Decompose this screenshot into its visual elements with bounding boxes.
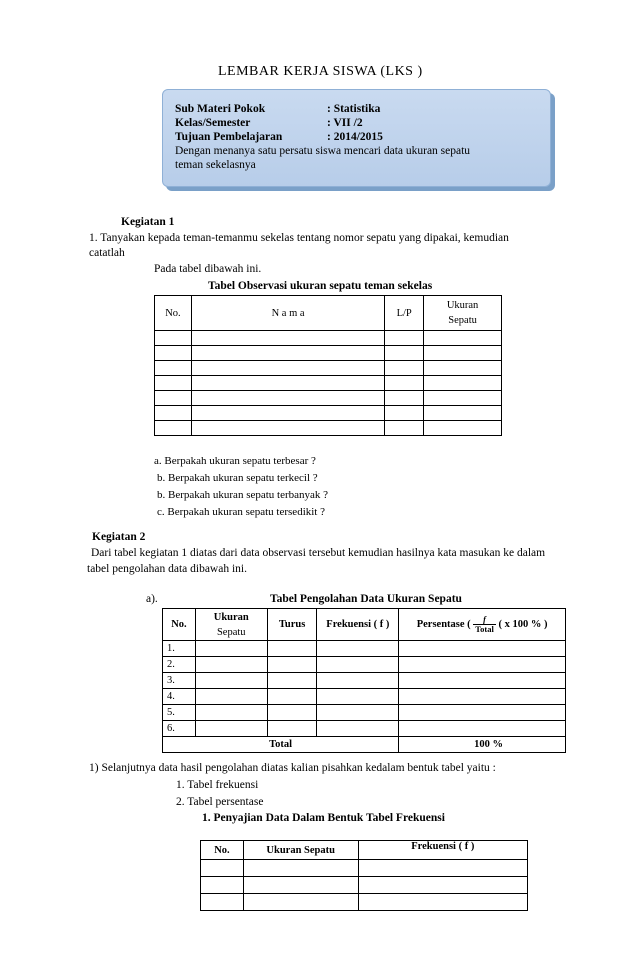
table-cell[interactable] — [267, 721, 317, 737]
table-row — [201, 877, 528, 894]
table-cell[interactable] — [155, 361, 192, 376]
col-header-nama: N a m a — [191, 296, 384, 331]
col-header-ukuran-l1: Ukuran — [446, 300, 479, 311]
table-cell[interactable] — [385, 346, 424, 361]
table-cell[interactable] — [191, 376, 384, 391]
col-header-turus: Turus — [267, 609, 317, 641]
col-header-no: No. — [201, 841, 244, 860]
table-row — [155, 421, 502, 436]
table-cell[interactable] — [317, 673, 399, 689]
page-title: LEMBAR KERJA SISWA (LKS ) — [218, 64, 423, 79]
table-cell[interactable] — [267, 641, 317, 657]
table-cell[interactable] — [317, 689, 399, 705]
question-item: b. Berpakah ukuran sepatu terkecil ? — [157, 472, 318, 484]
col-header-ukuran-l2: Sepatu — [216, 626, 246, 638]
col-header-ukuran — [424, 296, 502, 331]
table-cell[interactable] — [399, 705, 566, 721]
table-cell[interactable] — [385, 376, 424, 391]
table-row — [163, 689, 566, 705]
info-row-materi — [175, 102, 381, 116]
table-cell[interactable] — [191, 406, 384, 421]
item-label-a: a). — [146, 593, 158, 605]
table-row — [155, 361, 502, 376]
part-1-intro: 1) Selanjutnya data hasil pengolahan diatas kalian pisahkan kedalam bentuk tabel yaitu : — [89, 762, 496, 774]
table-cell[interactable] — [385, 331, 424, 346]
table-cell[interactable] — [195, 721, 267, 737]
table-cell[interactable] — [155, 331, 192, 346]
table-cell[interactable] — [399, 721, 566, 737]
info-value: : 2014/2015 — [327, 131, 383, 143]
table-row — [201, 894, 528, 911]
row-number: 5. — [163, 705, 196, 721]
question-list — [154, 453, 328, 521]
col-header-no: No. — [163, 609, 196, 641]
processing-table-title: Tabel Pengolahan Data Ukuran Sepatu — [270, 593, 462, 605]
question-item: b. Berpakah ukuran sepatu terbanyak ? — [157, 489, 329, 501]
table-row — [155, 406, 502, 421]
table-cell[interactable] — [399, 641, 566, 657]
col-header-ukuran-l1: Ukuran — [213, 611, 249, 623]
table-cell[interactable] — [424, 346, 502, 361]
table-header-row — [163, 609, 566, 641]
col-header-ukuran — [195, 609, 267, 641]
total-row — [163, 737, 566, 753]
table-cell[interactable] — [267, 657, 317, 673]
table-cell[interactable] — [201, 894, 244, 911]
col-header-ukuran: Ukuran Sepatu — [243, 841, 358, 860]
table-row — [155, 376, 502, 391]
table-cell[interactable] — [424, 331, 502, 346]
kegiatan-2-instruction-cont: tabel pengolahan data dibawah ini. — [87, 563, 247, 575]
table-cell[interactable] — [358, 894, 527, 911]
table-cell[interactable] — [195, 673, 267, 689]
table-cell[interactable] — [267, 673, 317, 689]
table-cell[interactable] — [424, 391, 502, 406]
info-value: : VII /2 — [327, 117, 363, 129]
table-cell[interactable] — [195, 705, 267, 721]
table-row — [201, 860, 528, 877]
kegiatan-2-instruction: Dari tabel kegiatan 1 diatas dari data observasi tersebut kemudian hasilnya kata masukan ke dalam — [91, 547, 546, 559]
persentase-label: Persentase ( — [416, 618, 471, 630]
table-cell[interactable] — [191, 391, 384, 406]
kegiatan-1-heading: Kegiatan 1 — [121, 216, 175, 228]
table-cell[interactable] — [399, 673, 566, 689]
persentase-multiplier: ( x 100 % ) — [498, 618, 548, 630]
processing-table — [162, 608, 566, 753]
row-number: 6. — [163, 721, 196, 737]
info-row-kelas — [175, 116, 363, 130]
col-header-no: No. — [155, 296, 192, 331]
table-row — [163, 721, 566, 737]
table-cell[interactable] — [191, 361, 384, 376]
table-cell[interactable] — [399, 689, 566, 705]
table-row — [163, 657, 566, 673]
table-cell[interactable] — [358, 860, 527, 877]
table-cell[interactable] — [317, 641, 399, 657]
row-number: 3. — [163, 673, 196, 689]
info-row-tujuan — [175, 130, 383, 144]
question-item: a. Berpakah ukuran sepatu terbesar ? — [154, 455, 316, 467]
table-cell[interactable] — [424, 361, 502, 376]
table-cell[interactable] — [317, 705, 399, 721]
table-cell[interactable] — [385, 406, 424, 421]
table-cell[interactable] — [191, 331, 384, 346]
table-cell[interactable] — [385, 391, 424, 406]
observation-table-title: Tabel Observasi ukuran sepatu teman sekelas — [208, 280, 433, 292]
table-cell[interactable] — [243, 860, 358, 877]
table-row — [163, 673, 566, 689]
fraction-denominator: Total — [475, 624, 494, 634]
table-cell[interactable] — [243, 877, 358, 894]
part-1-list-item: 2. Tabel persentase — [176, 796, 264, 808]
info-box — [162, 89, 551, 187]
info-label: Kelas/Semester — [175, 117, 251, 129]
table-cell[interactable] — [155, 406, 192, 421]
table-cell[interactable] — [155, 391, 192, 406]
total-label: Total — [163, 737, 399, 753]
kegiatan-2-heading: Kegiatan 2 — [92, 531, 146, 543]
info-value: : Statistika — [327, 103, 381, 115]
row-number: 2. — [163, 657, 196, 673]
table-cell[interactable] — [195, 641, 267, 657]
table-cell[interactable] — [201, 877, 244, 894]
part-1-list-item: 1. Tabel frekuensi — [176, 779, 259, 791]
info-label: Sub Materi Pokok — [175, 103, 266, 115]
kegiatan-1-instruction: 1. Tanyakan kepada teman-temanmu sekelas tentang nomor sepatu yang dipakai, kemudian — [89, 232, 509, 244]
kegiatan-1-table-note: Pada tabel dibawah ini. — [154, 263, 262, 275]
table-cell[interactable] — [155, 376, 192, 391]
table-cell[interactable] — [195, 657, 267, 673]
table-row — [155, 391, 502, 406]
table-cell[interactable] — [155, 346, 192, 361]
table-cell[interactable] — [155, 421, 192, 436]
observation-table — [154, 295, 502, 436]
table-cell[interactable] — [385, 361, 424, 376]
table-cell[interactable] — [191, 346, 384, 361]
kegiatan-1-instruction-cont: catatlah — [89, 247, 125, 259]
table-cell[interactable] — [424, 406, 502, 421]
table-cell[interactable] — [267, 705, 317, 721]
table-cell[interactable] — [267, 689, 317, 705]
col-header-ukuran-l2: Sepatu — [448, 315, 477, 326]
col-header-frekuensi: Frekuensi ( f ) — [317, 609, 399, 641]
table-cell[interactable] — [358, 877, 527, 894]
table-cell[interactable] — [317, 721, 399, 737]
table-cell[interactable] — [317, 657, 399, 673]
total-percent: 100 % — [399, 737, 566, 753]
row-number: 1. — [163, 641, 196, 657]
table-cell[interactable] — [424, 376, 502, 391]
table-cell[interactable] — [191, 421, 384, 436]
col-header-lp: L/P — [385, 296, 424, 331]
info-description: Dengan menanya satu persatu siswa mencari data ukuran sepatu — [175, 145, 471, 157]
table-cell[interactable] — [424, 421, 502, 436]
table-row — [155, 331, 502, 346]
table-cell[interactable] — [243, 894, 358, 911]
frequency-table — [200, 840, 528, 911]
fraction-f-over-total — [473, 615, 496, 634]
table-cell[interactable] — [385, 421, 424, 436]
table-row — [163, 705, 566, 721]
row-number: 4. — [163, 689, 196, 705]
table-header-row — [155, 296, 502, 331]
question-item: c. Berpakah ukuran sepatu tersedikit ? — [157, 506, 325, 518]
table-cell[interactable] — [399, 657, 566, 673]
table-cell[interactable] — [201, 860, 244, 877]
table-row — [155, 346, 502, 361]
table-cell[interactable] — [195, 689, 267, 705]
col-header-frekuensi: Frekuensi ( f ) — [358, 841, 527, 860]
info-label: Tujuan Pembelajaran — [175, 131, 283, 143]
table-row — [163, 641, 566, 657]
col-header-persentase — [399, 609, 566, 641]
table-header-row — [201, 841, 528, 860]
frequency-table-heading: 1. Penyajian Data Dalam Bentuk Tabel Frekuensi — [202, 812, 445, 824]
fraction-numerator: f — [473, 615, 496, 625]
info-description-cont: teman sekelasnya — [175, 159, 256, 171]
